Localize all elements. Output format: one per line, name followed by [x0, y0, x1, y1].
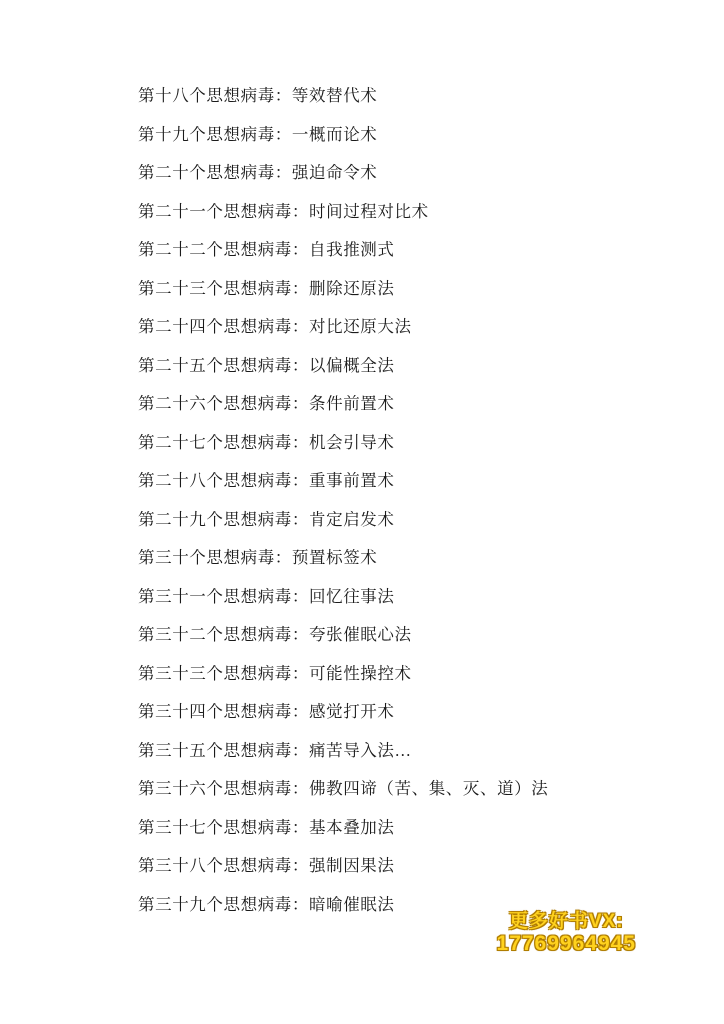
document-line: 第二十一个思想病毒：时间过程对比术: [138, 201, 429, 221]
document-line: 第二十个思想病毒：强迫命令术: [138, 163, 378, 182]
document-line: 第二十四个思想病毒：对比还原大法: [138, 317, 412, 336]
document-line: 第三十七个思想病毒：基本叠加法: [138, 817, 395, 837]
document-line: 第三十个思想病毒：预置标签术: [138, 548, 378, 567]
document-line: 第三十三个思想病毒：可能性操控术: [138, 663, 412, 683]
document-line: 第二十五个思想病毒：以偏概全法: [138, 355, 395, 375]
document-line: 第三十八个思想病毒：强制因果法: [138, 856, 395, 875]
document-line: 第二十八个思想病毒：重事前置术: [138, 471, 395, 490]
document-line: 第二十二个思想病毒：自我推测式: [138, 240, 395, 259]
document-body: [138, 88, 664, 935]
document-line: 第二十六个思想病毒：条件前置术: [138, 394, 395, 413]
document-line: 第三十一个思想病毒：回忆往事法: [138, 586, 395, 606]
document-line: 第三十九个思想病毒：暗喻催眠法: [138, 894, 395, 914]
watermark-line-1: 更多好书VX:: [508, 911, 624, 933]
document-line: 第三十六个思想病毒：佛教四谛（苦、集、灭、道）法: [138, 779, 549, 798]
document-line: 第二十三个思想病毒：删除还原法: [138, 278, 395, 298]
document-line: 第三十五个思想病毒：痛苦导入法…: [138, 740, 412, 760]
document-line: 第三十二个思想病毒：夸张催眠心法: [138, 625, 412, 644]
document-line: 第十九个思想病毒：一概而论术: [138, 124, 378, 144]
document-line: 第二十七个思想病毒：机会引导术: [138, 432, 395, 452]
document-line: 第二十九个思想病毒：肯定启发术: [138, 509, 395, 529]
document-line: 第十八个思想病毒：等效替代术: [138, 86, 378, 105]
watermark: [497, 911, 636, 956]
document-line: 第三十四个思想病毒：感觉打开术: [138, 702, 395, 721]
watermark-line-2: 17769964945: [496, 932, 636, 956]
